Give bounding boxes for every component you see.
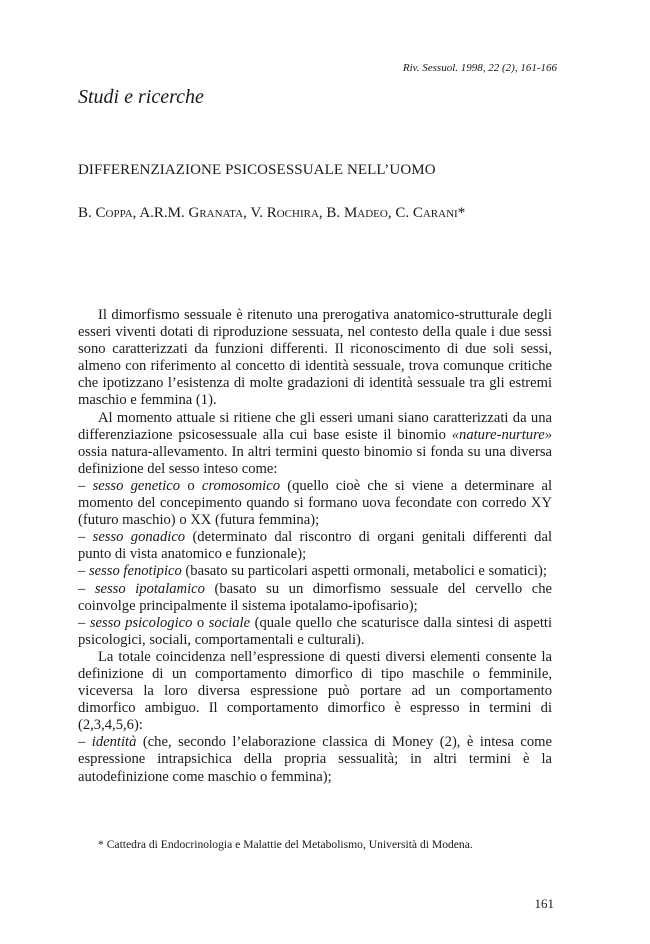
list-text: (basato su particolari aspetti ormonali, metabolici e somatici); xyxy=(181,563,547,580)
article-body xyxy=(78,307,552,786)
article-title: DIFFERENZIAZIONE PSICOSESSUALE NELL’UOMO xyxy=(78,162,436,178)
paragraph-text: Al momento attuale si ritiene che gli esseri umani siano caratterizzati da una differenziazione psicosessuale alla cui base esiste il binomio xyxy=(78,409,552,443)
paragraph-text: ossia natura-allevamento. In altri termini questo binomio si fonda su una diversa definizione del sesso inteso come: xyxy=(78,443,552,477)
list-term: cromosomico xyxy=(201,477,280,494)
journal-reference: Riv. Sessuol. 1998, 22 (2), 161-166 xyxy=(402,62,557,74)
list-term: sesso ipotalamico xyxy=(94,580,205,597)
list-term: identità xyxy=(91,734,137,751)
list-text: (quello cioè che si viene a determinare al momento del concepimento quando si formano uova fecondate con corredo XY (futuro maschio) o XX (futura femmina); xyxy=(78,477,552,529)
list-item xyxy=(78,563,552,580)
paragraph: Il dimorfismo sessuale è ritenuto una prerogativa anatomico-strutturale degli esseri viventi dotati di riproduzione sessuata, nel contesto della quale i due sessi sono caratterizzati da funzioni differenti. Il riconoscimento di due soli sessi, almeno con riferimento al concetto di identità sessuale, trova comunque critiche che ipotizzano l’esistenza di molte gradazioni di identità sessuale tra gli estremi maschio e femmina (1). xyxy=(78,307,552,409)
author-initials: A.R.M. xyxy=(139,205,189,221)
list-join: o xyxy=(192,614,209,631)
author-separator: , xyxy=(132,205,140,221)
paragraph xyxy=(78,410,552,478)
page-number: 161 xyxy=(534,896,554,911)
footnote: * Cattedra di Endocrinologia e Malattie del Metabolismo, Università di Modena. xyxy=(98,838,473,851)
section-heading: Studi e ricerche xyxy=(78,86,204,108)
author-initials: B. xyxy=(326,205,344,221)
paragraph: La totale coincidenza nell’espressione di questi diversi elementi consente la definizione di un comportamento dimorfico di tipo maschile o femminile, viceversa la loro diversa espressione può portare ad un comportamento dimorfico ambiguo. Il comportamento dimorfico è espresso in termini di (2,3,4,5,6): xyxy=(78,648,552,734)
author-surname: Madeo xyxy=(343,205,388,221)
list-term: sociale xyxy=(208,614,251,631)
list-text: (che, secondo l’elaborazione classica di Money (2), è intesa come espressione intrapsichica della propria sessualità; in altri termini è la autodefinizione come maschio o femmina); xyxy=(78,734,552,785)
list-dash: – xyxy=(78,529,93,546)
list-text: (basato su un dimorfismo sessuale del cervello che coinvolge principalmente il sistema ipotalamo-ipofisario); xyxy=(78,580,552,614)
list-item xyxy=(78,734,552,785)
author-initials: C. xyxy=(395,205,413,221)
author-separator: , xyxy=(243,205,251,221)
author-separator: , xyxy=(318,205,327,221)
list-term: sesso gonadico xyxy=(92,529,186,546)
list-join: o xyxy=(180,477,202,494)
list-text: (quale quello che scaturisce dalla sintesi di aspetti psicologici, sociali, comportamentali e culturali). xyxy=(78,614,552,648)
italic-term: «nature-nurture» xyxy=(451,426,552,443)
author-initials: B. xyxy=(78,205,96,221)
list-dash: – xyxy=(78,477,93,494)
list-term: sesso psicologico xyxy=(89,614,193,631)
author-surname: Coppa xyxy=(95,205,133,221)
list-item xyxy=(78,615,552,649)
author-surname: Rochira xyxy=(266,205,319,221)
list-dash: – xyxy=(78,563,89,580)
list-text: (determinato dal riscontro di organi genitali differenti dal punto di vista anatomico e funzionale); xyxy=(78,529,553,563)
author-list xyxy=(78,205,465,222)
author-separator: , xyxy=(387,205,396,221)
author-surname: Granata xyxy=(188,205,244,221)
list-dash: – xyxy=(78,734,92,751)
list-dash: – xyxy=(78,580,95,597)
author-footnote-mark: * xyxy=(457,205,466,221)
author-initials: V. xyxy=(250,205,267,221)
list-dash: – xyxy=(78,614,90,631)
list-term: sesso genetico xyxy=(92,477,181,494)
list-item xyxy=(78,581,552,615)
list-item xyxy=(78,529,552,563)
list-item xyxy=(78,478,552,529)
author-surname: Carani xyxy=(412,205,458,221)
list-term: sesso fenotipico xyxy=(88,563,182,580)
